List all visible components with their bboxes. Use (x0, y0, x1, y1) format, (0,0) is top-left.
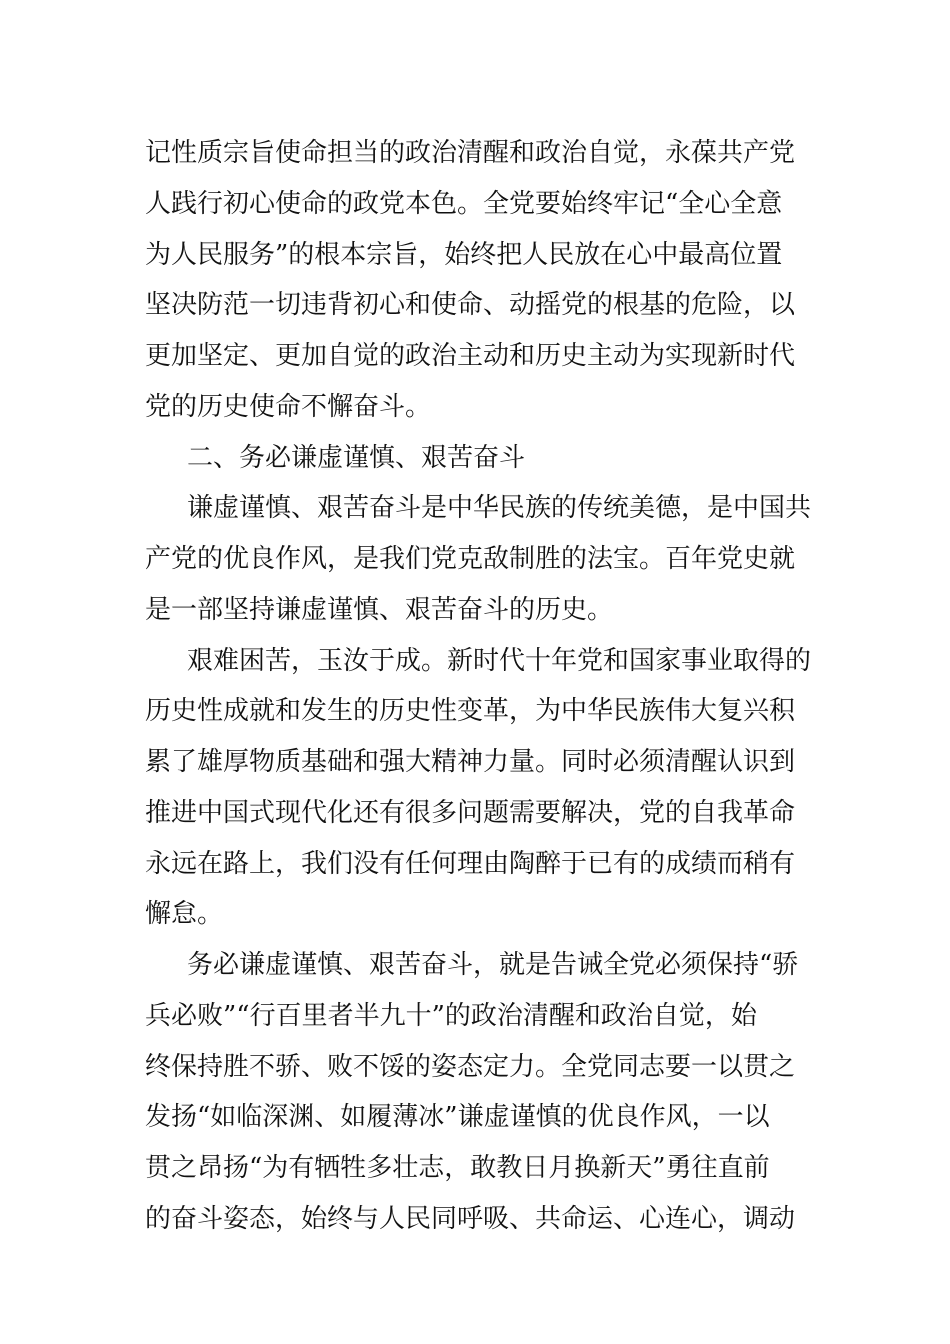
text-line: 兵必败”“行百里者半九十”的政治清醒和政治自觉，始 (145, 1000, 757, 1031)
text-line: 终保持胜不骄、败不馁的姿态定力。全党同志要一以贯之 (145, 1051, 796, 1082)
text-line: 为人民服务”的根本宗旨，始终把人民放在心中最高位置 (145, 239, 783, 270)
text-line: 历史性成就和发生的历史性变革，为中华民族伟大复兴积 (145, 696, 796, 727)
text-line: 永远在路上，我们没有任何理由陶醉于已有的成绩而稍有 (145, 848, 796, 879)
text-line: 的奋斗姿态，始终与人民同呼吸、共命运、心连心，调动 (145, 1203, 796, 1234)
text-line: 人践行初心使命的政党本色。全党要始终牢记“全心全意 (145, 188, 783, 219)
text-line: 坚决防范一切违背初心和使命、动摇党的根基的危险，以 (145, 290, 796, 321)
text-line: 累了雄厚物质基础和强大精神力量。同时必须清醒认识到 (145, 747, 796, 777)
text-line: 更加坚定、更加自觉的政治主动和历史主动为实现新时代 (145, 341, 796, 371)
text-line: 产党的优良作风，是我们党克敌制胜的法宝。百年党史就 (145, 544, 796, 574)
text-line: 贯之昂扬“为有牺牲多壮志，敢教日月换新天”勇往直前 (145, 1153, 770, 1183)
text-line: 务必谦虚谨慎、艰苦奋斗，就是告诫全党必须保持“骄 (187, 950, 799, 980)
text-line: 是一部坚持谦虚谨慎、艰苦奋斗的历史。 (145, 594, 614, 625)
text-line: 艰难困苦，玉汝于成。新时代十年党和国家事业取得的 (187, 645, 812, 676)
text-line: 发扬“如临深渊、如履薄冰”谦虚谨慎的优良作风，一以 (145, 1102, 770, 1133)
text-line: 记性质宗旨使命担当的政治清醒和政治自觉，永葆共产党 (145, 138, 796, 168)
body-text (145, 128, 815, 1245)
text-line: 懈怠。 (145, 899, 224, 930)
section-heading: 二、务必谦虚谨慎、艰苦奋斗 (187, 442, 526, 473)
text-line: 谦虚谨慎、艰苦奋斗是中华民族的传统美德，是中国共 (187, 493, 812, 524)
text-line: 党的历史使命不懈奋斗。 (145, 391, 432, 422)
text-line: 推进中国式现代化还有很多问题需要解决，党的自我革命 (145, 797, 796, 828)
